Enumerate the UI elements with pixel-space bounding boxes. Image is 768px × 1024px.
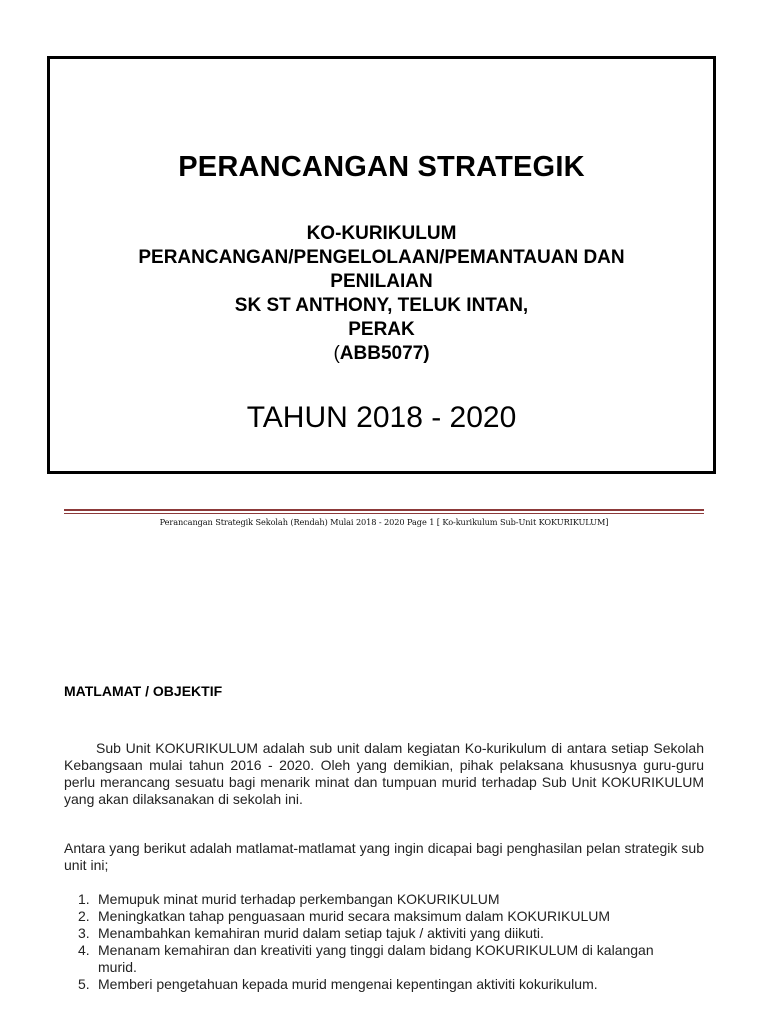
objectives-intro: Antara yang berikut adalah matlamat-matlamat yang ingin dicapai bagi penghasilan pelan strategik sub unit ini; [64, 840, 704, 873]
list-item: 2. Meningkatkan tahap penguasaan murid secara maksimum dalam KOKURIKULUM [78, 908, 611, 924]
cover-line-kokurikulum: KO-KURIKULUM [306, 223, 457, 244]
school-code-value: ABB5077) [339, 343, 430, 364]
intro-paragraph: Sub Unit KOKURIKULUM adalah sub unit dalam kegiatan Ko-kurikulum di antara setiap Sekolah Kebangsaan mulai tahun 2016 - 2020. Oleh yang demikian, pihak pelaksana khususnya guru-guru perlu merancang sesuatu bagi menarik minat dan tumpuan murid terhadap Sub Unit KOKURIKULUM yang akan dilaksanakan di sekolah ini. [64, 740, 704, 807]
school-code-open: ( [333, 343, 340, 364]
cover-subtitle [50, 222, 713, 366]
list-item: 5. Memberi pengetahuan kepada murid mengenai kepentingan aktiviti kokurikulum. [78, 976, 598, 992]
footer-divider-thick [64, 509, 704, 511]
objectives-list [64, 891, 704, 993]
list-item: 4. Menanam kemahiran dan kreativiti yang tinggi dalam bidang KOKURIKULUM di kalangan murid. [78, 942, 654, 975]
section-heading: MATLAMAT / OBJEKTIF [64, 683, 223, 699]
page-footer: Perancangan Strategik Sekolah (Rendah) Mulai 2018 - 2020 Page 1 [ Ko-kurikulum Sub-Unit KOKURIKULUM] [159, 517, 609, 527]
footer-divider-thin [64, 513, 704, 514]
cover-box [47, 56, 716, 474]
document-title: PERANCANGAN STRATEGIK [178, 151, 585, 183]
cover-line-perancangan: PERANCANGAN/PENGELOLAAN/PEMANTAUAN DAN [138, 247, 625, 268]
cover-year: TAHUN 2018 - 2020 [246, 401, 517, 434]
list-item: 3. Menambahkan kemahiran murid dalam setiap tajuk / aktiviti yang diikuti. [78, 925, 544, 941]
cover-line-state: PERAK [348, 319, 415, 340]
list-item: 1. Memupuk minat murid terhadap perkembangan KOKURIKULUM [78, 891, 500, 907]
school-code [50, 342, 713, 366]
cover-line-school: SK ST ANTHONY, TELUK INTAN, [234, 295, 529, 316]
cover-line-penilaian: PENILAIAN [330, 271, 433, 292]
